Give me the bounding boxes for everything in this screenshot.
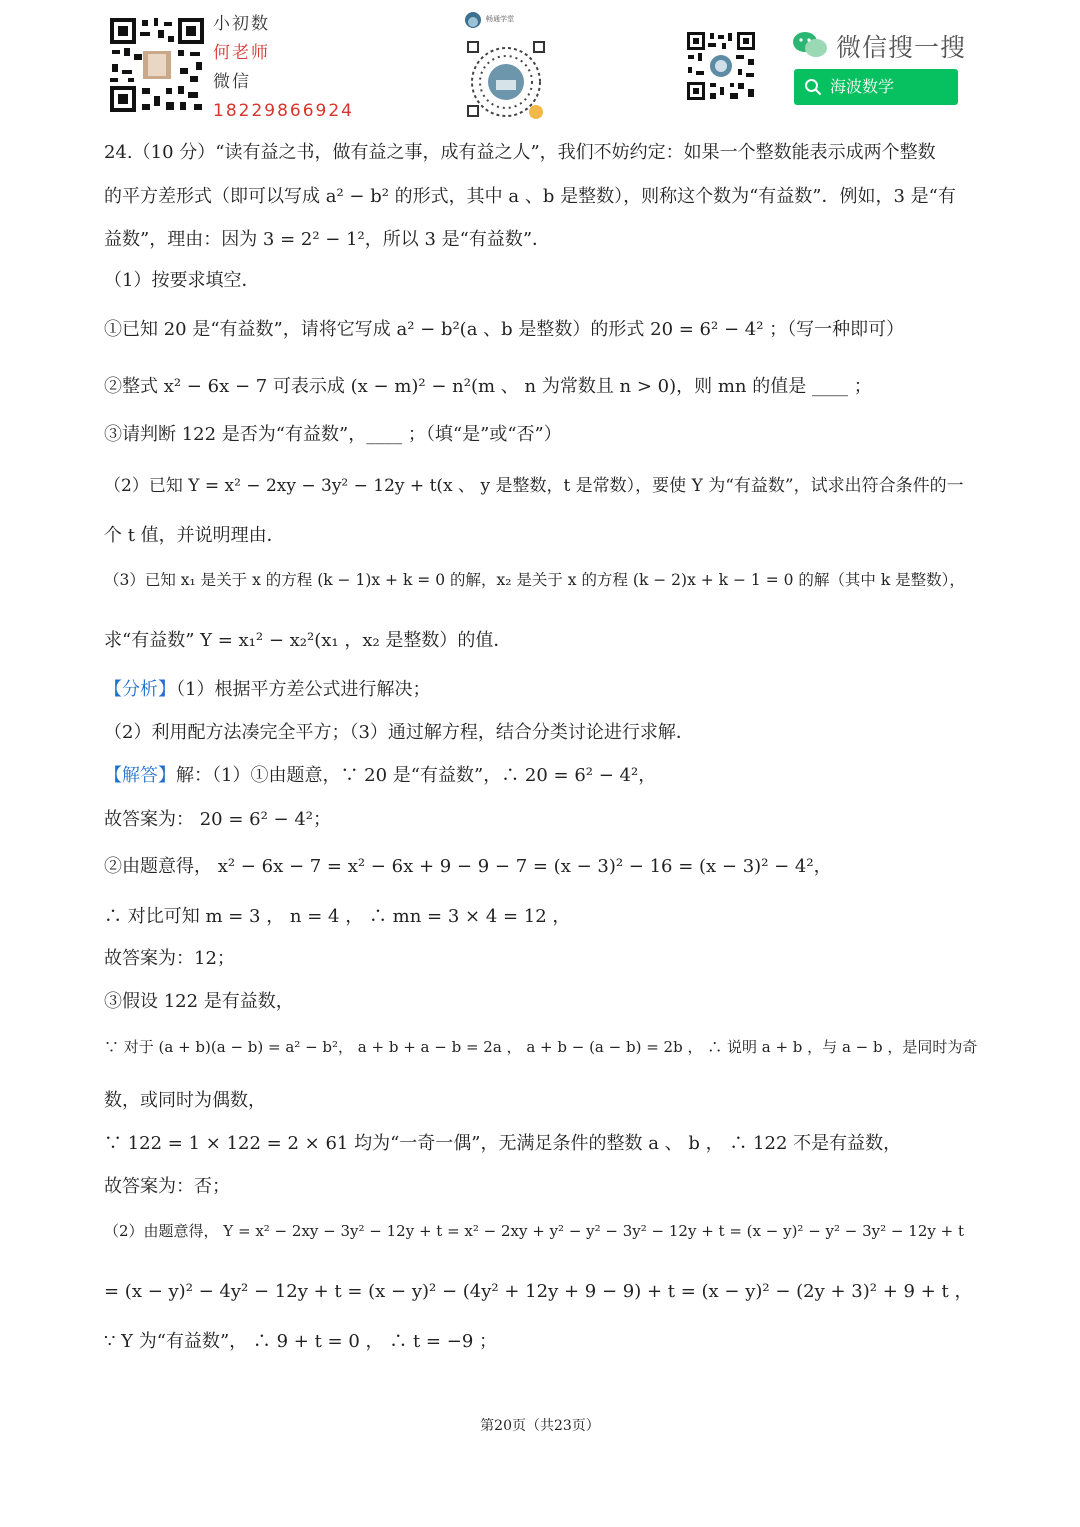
line-text: （1）按要求填空． bbox=[104, 270, 260, 291]
line-text: 故答案为： 20 = 6² − 4²； bbox=[104, 809, 332, 830]
line-text: （3）已知 x₁ 是关于 x 的方程 (k − 1)x + k = 0 的解，x₂ 是关于 x 的方程 (k − 2)x + k − 1 = 0 的解（其中 k 是整数）， bbox=[104, 571, 965, 589]
contact-line-3: 微信 bbox=[213, 72, 251, 92]
mini-program-name: 畅通学堂 bbox=[486, 15, 514, 23]
line-text: （2）由题意得， Y = x² − 2xy − 3y² − 12y + t = x² − 2xy + y² − y² − 3y² − 12y + t = (x − y)² − y² − 3y² − 12y + t bbox=[104, 1222, 964, 1240]
line-text: ②由题意得， x² − 6x − 7 = x² − 6x + 9 − 9 − 7 = (x − 3)² − 16 = (x − 3)² − 4²， bbox=[104, 856, 832, 877]
line-text: 故答案为：否； bbox=[104, 1176, 230, 1197]
line-text: 数，或同时为偶数， bbox=[104, 1090, 266, 1111]
page-number: 第20页（共23页） bbox=[480, 1418, 600, 1434]
text-line bbox=[104, 471, 964, 496]
text-line bbox=[104, 266, 259, 292]
text-line bbox=[104, 718, 694, 744]
contact-line-1: 小初数 bbox=[213, 14, 270, 34]
text-line bbox=[104, 225, 550, 251]
text-line bbox=[104, 138, 936, 164]
wechat-search-title: 微信搜一搜 bbox=[836, 33, 967, 62]
line-text: （2）利用配方法凑完全平方；（3）通过解方程，结合分类讨论进行求解． bbox=[104, 722, 694, 743]
line-text: （2）已知 Y = x² − 2xy − 3y² − 12y + t(x 、 y 是整数，t 是常数），要使 Y 为“有益数”，试求出符合条件的一 bbox=[104, 476, 964, 496]
mini-program-code bbox=[458, 10, 554, 122]
contact-teacher: 何老师 bbox=[213, 43, 270, 63]
qr-code-icon bbox=[686, 31, 756, 101]
text-line bbox=[104, 568, 965, 590]
line-text: 解：（1）①由题意，∵ 20 是“有益数”，∴ 20 = 6² − 4²， bbox=[176, 765, 657, 786]
wechat-qr-code bbox=[686, 31, 756, 101]
line-text: ③请判断 122 是否为“有益数”，____ ；（填“是”或“否”） bbox=[104, 424, 562, 445]
wechat-search-button[interactable] bbox=[794, 69, 958, 105]
line-text: 益数”，理由：因为 3 = 2² − 1²，所以 3 是“有益数”． bbox=[104, 229, 551, 250]
text-line bbox=[104, 521, 285, 547]
contact-info bbox=[213, 10, 354, 126]
line-text: ∴ 对比可知 m = 3 ， n = 4 ， ∴ mn = 3 × 4 = 12 ， bbox=[104, 906, 571, 927]
text-line bbox=[104, 420, 562, 446]
text-line bbox=[104, 902, 570, 928]
line-text: ③假设 122 是有益数， bbox=[104, 991, 294, 1012]
line-text: ∵ 对于 (a + b)(a − b) = a² − b²， a + b + a − b = 2a ， a + b − (a − b) = 2b ， ∴ 说明 a + b ，与 a − b ，是同时为奇 bbox=[104, 1038, 978, 1056]
section-tag: 【分析】 bbox=[104, 679, 176, 700]
line-text: ∵ Y 为“有益数”， ∴ 9 + t = 0 ， ∴ t = −9 ； bbox=[104, 1331, 497, 1352]
line-text: 个 t 值，并说明理由． bbox=[104, 525, 285, 546]
line-text: ②整式 x² − 6x − 7 可表示成 (x − m)² − n²(m 、 n 为常数且 n > 0)，则 mn 的值是 ____ ； bbox=[104, 376, 872, 397]
mini-program-icon bbox=[458, 10, 554, 122]
text-line bbox=[104, 1036, 977, 1057]
line-text: 的平方差形式（即可以写成 a² − b² 的形式，其中 a 、b 是整数），则称这个数为“有益数”．例如，3 是“有 bbox=[104, 186, 956, 207]
line-text: ∵ 122 = 1 × 122 = 2 × 61 均为“一奇一偶”，无满足条件的整数 a 、 b ， ∴ 122 不是有益数， bbox=[104, 1133, 902, 1154]
wechat-search-button-label: 海波数学 bbox=[830, 77, 895, 96]
line-text: （1）根据平方差公式进行解决； bbox=[176, 679, 431, 700]
text-line bbox=[104, 1129, 901, 1155]
text-line bbox=[104, 805, 331, 831]
text-line bbox=[104, 182, 956, 208]
text-line bbox=[104, 761, 656, 787]
text-line bbox=[104, 1327, 497, 1353]
text-line bbox=[104, 626, 511, 652]
text-line bbox=[104, 1277, 972, 1303]
contact-qr-code bbox=[108, 16, 206, 114]
section-tag: 【解答】 bbox=[104, 765, 176, 786]
text-line bbox=[104, 315, 904, 341]
text-line bbox=[104, 852, 832, 878]
line-text: 24.（10 分）“读有益之书，做有益之事，成有益之人”，我们不妨约定：如果一个整数能表示成两个整数 bbox=[104, 142, 936, 163]
text-line bbox=[104, 1086, 266, 1112]
line-text: 故答案为：12； bbox=[104, 948, 235, 969]
text-line bbox=[104, 1220, 964, 1241]
page-header bbox=[0, 0, 1080, 130]
text-line bbox=[104, 944, 235, 970]
text-line bbox=[104, 1172, 230, 1198]
wechat-logo-icon bbox=[792, 30, 828, 60]
search-icon bbox=[804, 78, 822, 96]
text-line bbox=[104, 675, 430, 701]
qr-code-icon bbox=[108, 16, 206, 114]
line-text: = (x − y)² − 4y² − 12y + t = (x − y)² − (4y² + 12y + 9 − 9) + t = (x − y)² − (2y + 3)² + 9 + t ， bbox=[104, 1281, 973, 1302]
contact-phone: 18229866924 bbox=[213, 101, 354, 121]
line-text: 求“有益数” Y = x₁² − x₂²(x₁ ，x₂ 是整数）的值． bbox=[104, 630, 512, 651]
text-line bbox=[104, 987, 294, 1013]
line-text: ①已知 20 是“有益数”，请将它写成 a² − b²(a 、b 是整数）的形式 20 = 6² − 4² ；（写一种即可） bbox=[104, 319, 905, 340]
text-line bbox=[104, 372, 872, 398]
